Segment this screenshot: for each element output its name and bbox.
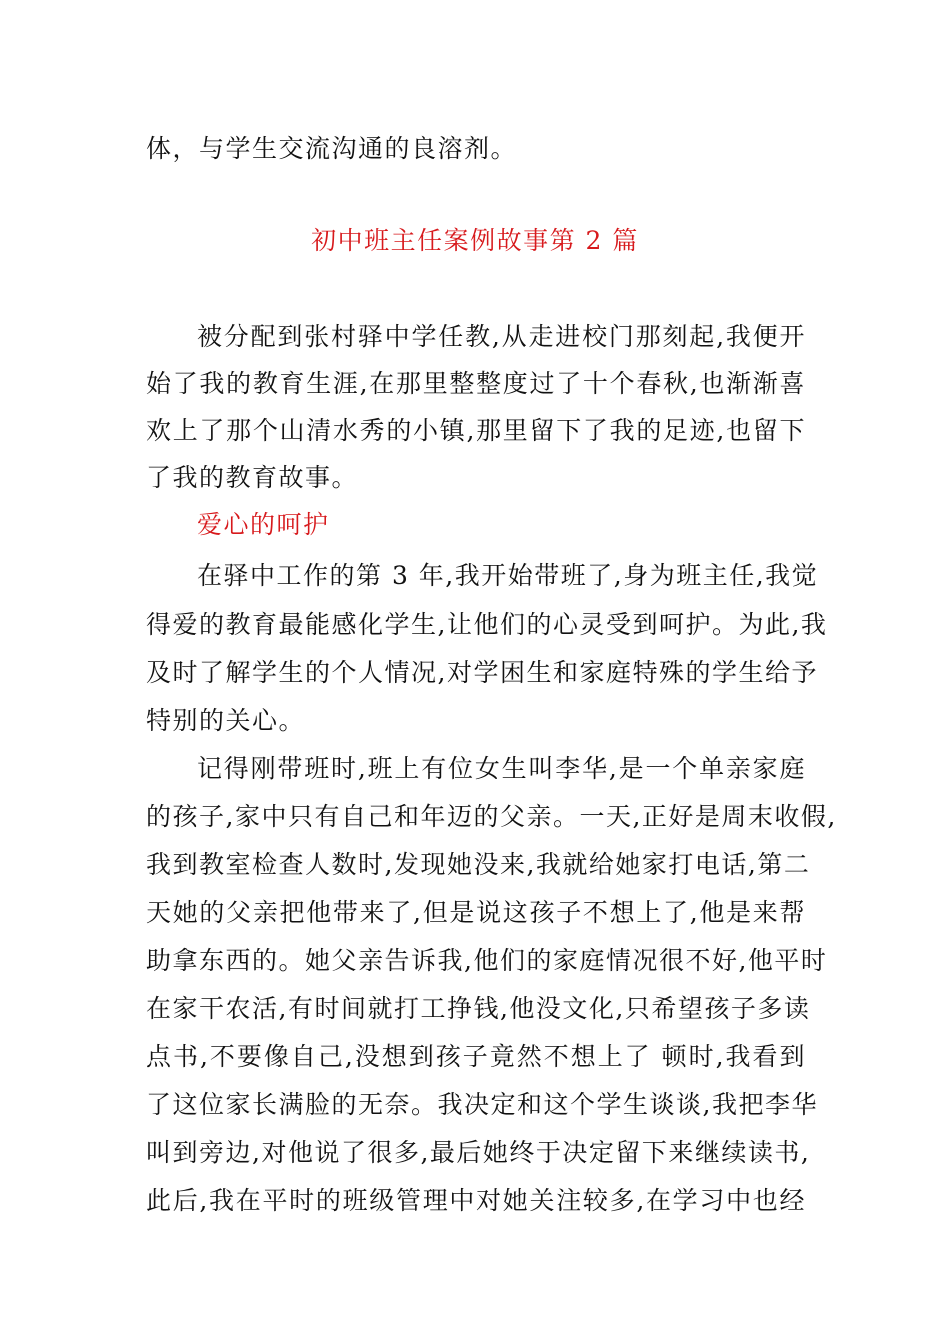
text-line-continued: 体，与学生交流沟通的良溶剂。 bbox=[146, 134, 518, 163]
paragraph-line: 被分配到张村驿中学任教,从走进校门那刻起,我便开 bbox=[197, 322, 806, 351]
paragraph-line: 此后,我在平时的班级管理中对她关注较多,在学习中也经 bbox=[146, 1186, 806, 1215]
paragraph-line: 我到教室检查人数时,发现她没来,我就给她家打电话,第二 bbox=[146, 850, 811, 879]
paragraph-line: 欢上了那个山清水秀的小镇,那里留下了我的足迹,也留下 bbox=[146, 416, 806, 445]
paragraph-line: 特别的关心。 bbox=[146, 706, 306, 735]
paragraph-line: 始了我的教育生涯,在那里整整度过了十个春秋,也渐渐喜 bbox=[146, 369, 806, 398]
paragraph-line: 及时了解学生的个人情况,对学困生和家庭特殊的学生给予 bbox=[146, 658, 818, 687]
paragraph-line: 的孩子,家中只有自己和年迈的父亲。一天,正好是周末收假, bbox=[146, 802, 837, 831]
paragraph-line: 得爱的教育最能感化学生,让他们的心灵受到呵护。为此,我 bbox=[146, 610, 828, 639]
paragraph-line: 天她的父亲把他带来了,但是说这孩子不想上了,他是来帮 bbox=[146, 898, 806, 927]
paragraph-line: 在家干农活,有时间就打工挣钱,他没文化,只希望孩子多读 bbox=[146, 994, 811, 1023]
paragraph-line: 在驿中工作的第 3 年,我开始带班了,身为班主任,我觉 bbox=[197, 561, 819, 590]
paragraph-line: 点书,不要像自己,没想到孩子竟然不想上了 顿时,我看到 bbox=[146, 1042, 806, 1071]
section-title: 初中班主任案例故事第 2 篇 bbox=[311, 226, 639, 255]
paragraph-line: 记得刚带班时,班上有位女生叫李华,是一个单亲家庭 bbox=[197, 754, 806, 783]
paragraph-line: 叫到旁边,对他说了很多,最后她终于决定留下来继续读书, bbox=[146, 1138, 811, 1167]
subheading: 爱心的呵护 bbox=[197, 510, 330, 539]
paragraph-line: 了我的教育故事。 bbox=[146, 463, 359, 492]
paragraph-line: 助拿东西的。她父亲告诉我,他们的家庭情况很不好,他平时 bbox=[146, 946, 828, 975]
paragraph-line: 了这位家长满脸的无奈。我决定和这个学生谈谈,我把李华 bbox=[146, 1090, 818, 1119]
